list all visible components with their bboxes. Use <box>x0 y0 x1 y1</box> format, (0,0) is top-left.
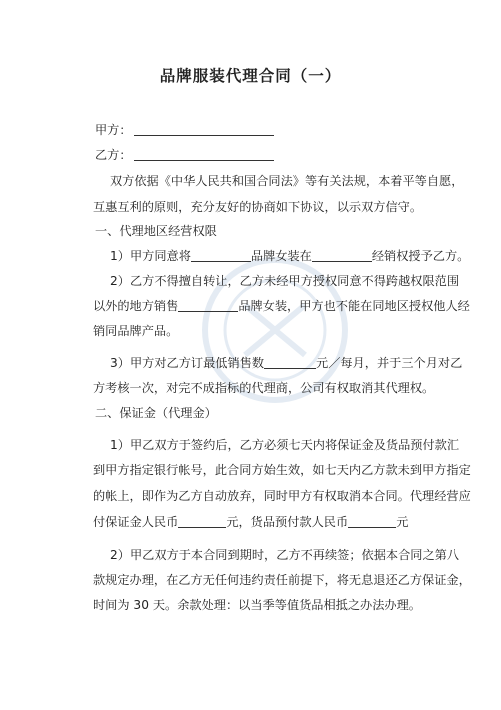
clause-2-1-text-c: 元 <box>396 515 409 529</box>
clause-1-2-text-a: 以外的地方销售 <box>93 299 179 313</box>
blank-deposit <box>178 515 226 528</box>
clause-1-2-line-1: 2）乙方不得擅自转让，乙方未经甲方授权同意不得跨越权限范围 <box>110 274 460 288</box>
section-2-heading: 二、保证金（代理金） <box>95 406 217 420</box>
clause-1-2-line-2 <box>93 298 470 314</box>
clause-1-3-text-b: 元／每月，并于三个月对乙 <box>316 356 463 370</box>
party-b-line <box>95 147 274 163</box>
party-a-label: 甲方： <box>95 123 132 137</box>
clause-1-2-text-b: 品牌女装，甲方也不能在同地区授权他人经 <box>238 299 470 313</box>
blank-prepayment <box>348 515 396 528</box>
clause-1-2-line-3: 销同品牌产品。 <box>93 324 179 338</box>
document-title: 品牌服装代理合同（一） <box>159 67 342 85</box>
party-b-field <box>134 148 274 161</box>
clause-1-3-line-1 <box>110 355 462 371</box>
clause-1-1-text-b: 品牌女装在 <box>250 249 312 263</box>
clause-1-3-line-2: 方考核一次，对完不成指标的代理商，公司有权取消其代理权。 <box>93 381 435 395</box>
clause-2-2-line-3: 时间为 30 天。余款处理：以当季等值货品相抵之办法办理。 <box>93 598 421 612</box>
clause-2-1-line-3: 的帐上，即作为乙方自动放弃，同时甲方有权取消本合同。代理经营应 <box>93 489 471 503</box>
clause-2-1-text-a: 付保证金人民币 <box>93 515 179 529</box>
clause-2-2-line-2: 款规定办理，在乙方无任何违约责任前提下，将无息退还乙方保证金， <box>93 573 471 587</box>
clause-1-1 <box>110 248 469 264</box>
party-b-label: 乙方： <box>95 148 132 162</box>
clause-2-1-line-1: 1）甲乙双方于签约后，乙方必须七天内将保证金及货品预付款汇 <box>110 438 460 452</box>
clause-2-1-text-b: 元，货品预付款人民币 <box>226 515 349 529</box>
blank-brand <box>191 249 251 262</box>
clause-2-1-line-4 <box>93 514 408 530</box>
blank-brand-2 <box>178 299 238 312</box>
blank-region <box>312 249 372 262</box>
section-1-heading: 一、代理地区经营权限 <box>95 224 217 238</box>
clause-2-2-line-1: 2）甲乙双方于本合同到期时，乙方不再续签；依据本合同之第八 <box>110 548 460 562</box>
intro-line-1: 双方依据《中华人民共和国合同法》等有关法规，本着平等自愿， <box>110 174 464 188</box>
clause-1-3-text-a: 3）甲方对乙方订最低销售数 <box>110 356 265 370</box>
blank-min-sales <box>264 356 316 369</box>
clause-1-1-text-c: 经销权授予乙方。 <box>371 249 470 263</box>
party-a-field <box>134 123 274 136</box>
clause-2-1-line-2: 到甲方指定银行帐号，此合同方始生效，如七天内乙方款未到甲方指定 <box>93 463 471 477</box>
party-a-line <box>95 122 274 138</box>
intro-line-2: 互惠互利的原则，充分友好的协商如下协议，以示双方信守。 <box>93 200 423 214</box>
clause-1-1-text-a: 1）甲方同意将 <box>110 249 191 263</box>
